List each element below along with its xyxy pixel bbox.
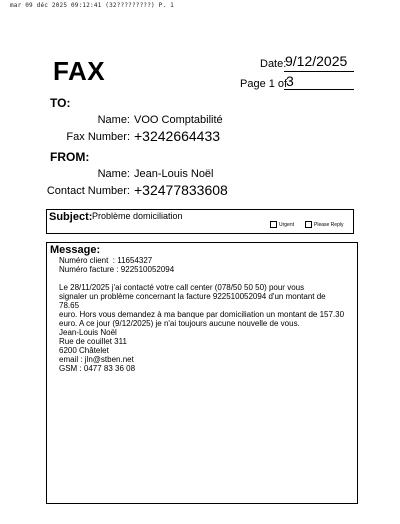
message-line: GSM : 0477 83 36 08 (59, 364, 136, 373)
to-name-value: VOO Comptabilité (134, 114, 223, 126)
please-reply-label: Please Reply (314, 222, 344, 228)
message-line: Rue de couillet 311 (59, 337, 127, 346)
to-fax-value: +3242664433 (134, 128, 221, 144)
from-contact-label: Contact Number: (46, 185, 130, 197)
from-name-value: Jean-Louis Noël (134, 168, 214, 180)
subject-label: Subject: (49, 211, 93, 223)
message-line: Le 28/11/2025 j'ai contacté votre call center (078/50 50 50) pour vous (59, 283, 305, 292)
message-line: Numéro facture : 922510052094 (59, 265, 175, 274)
message-line (59, 274, 349, 283)
page-count-label: Page 1 of (240, 78, 288, 90)
message-line: euro. A ce jour (9/12/2025) je n'ai toujours aucune nouvelle de vous. (59, 319, 300, 328)
message-line: signaler un problème concernant la facture 922510052094 d'un montant de (59, 292, 326, 301)
message-body (59, 256, 349, 373)
date-label: Date: (260, 58, 287, 70)
message-line: 78.65 (59, 301, 80, 310)
date-value: 9/12/2025 (285, 53, 348, 69)
from-contact-value: +32477833608 (134, 182, 228, 198)
fax-title: FAX (53, 56, 106, 86)
message-line: 6200 Châtelet (59, 346, 109, 355)
from-name-label: Name: (97, 168, 130, 180)
to-name-label: Name: (97, 114, 130, 126)
to-heading: TO: (50, 96, 71, 110)
to-fax-label: Fax Number: (66, 131, 130, 143)
message-line: email : jln@stben.net (59, 355, 134, 364)
urgent-label: Urgent (279, 222, 295, 228)
urgent-checkbox[interactable] (270, 221, 277, 228)
subject-value: Problème domiciliation (92, 211, 183, 221)
page-count-underline (284, 89, 354, 90)
fax-header-stamp: mar 09 déc 2025 09:12:41 (32?????????) P. 1 (10, 2, 174, 9)
date-underline (284, 71, 354, 72)
from-heading: FROM: (50, 150, 90, 164)
message-line: Numéro client : 11654327 (59, 256, 153, 265)
page-count-value: 3 (286, 73, 294, 89)
message-line: Jean-Louis Noël (59, 328, 117, 337)
please-reply-checkbox[interactable] (305, 221, 312, 228)
message-label: Message: (50, 244, 101, 256)
message-line: euro. Hors vous demandez à ma banque par domiciliation un montant de 157.30 (59, 310, 345, 319)
